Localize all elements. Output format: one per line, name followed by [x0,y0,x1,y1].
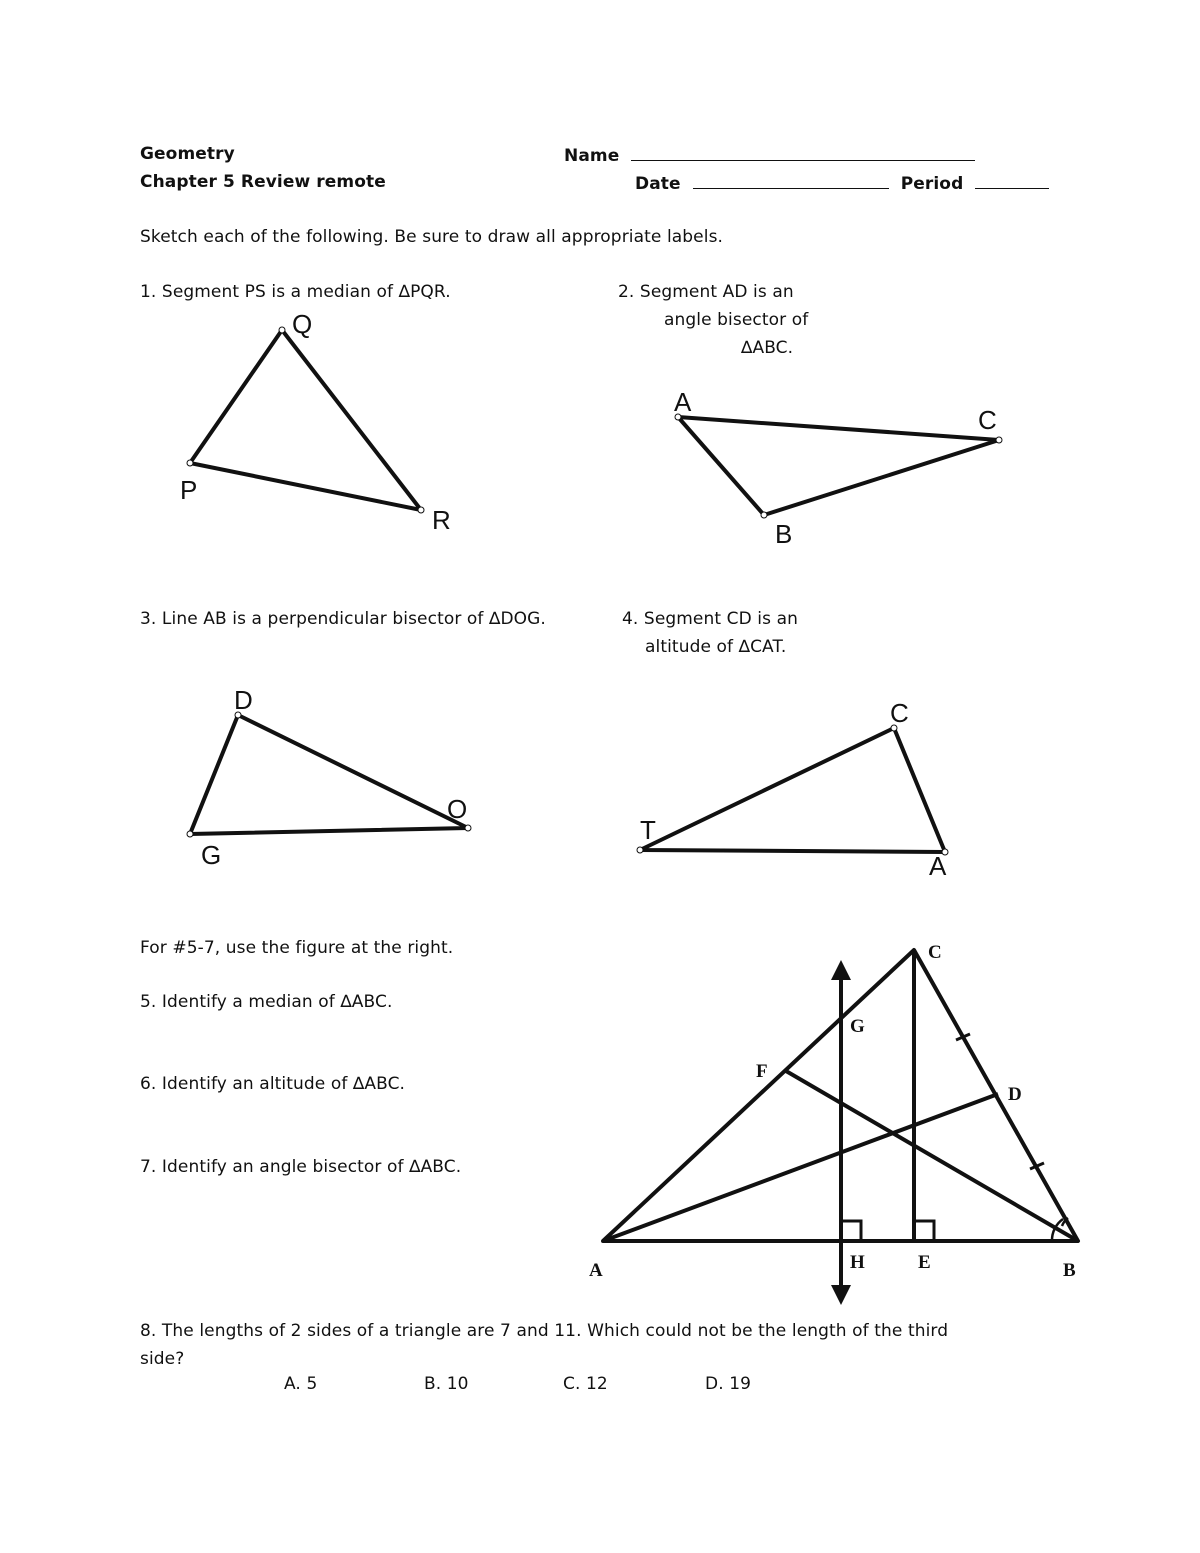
label-a: A [589,1260,603,1281]
median-ad [603,1094,998,1241]
label-o: O [447,794,468,824]
label-c: C [928,942,942,963]
right-angle-mark-e [914,1221,934,1241]
label-h: H [850,1252,865,1273]
label-a: A [929,851,947,881]
instructions: Sketch each of the following. Be sure to draw all appropriate labels. [140,227,724,247]
label-r: R [432,505,451,535]
vertex-r-dot [418,507,424,513]
vertex-t-dot [637,847,643,853]
triangle-dog-shape [190,715,468,834]
problem-2-line-2: angle bisector of [664,310,809,330]
vertex-q-dot [279,327,285,333]
name-label: Name [564,146,620,166]
choice-a[interactable]: A. 5 [284,1374,318,1394]
problem-4-line-2: altitude of ∆CAT. [645,637,787,657]
problem-3: 3. Line AB is a perpendicular bisector of ∆DOG. [140,609,546,629]
label-c: C [978,405,997,435]
label-e: E [918,1252,931,1273]
vertex-g-dot [187,831,193,837]
label-b: B [1063,1260,1076,1281]
course-title: Geometry [140,144,235,164]
problem-8-line-1: 8. The lengths of 2 sides of a triangle are 7 and 11. Which could not be the length of the third [140,1321,949,1341]
choice-c[interactable]: C. 12 [563,1374,608,1394]
label-f: F [756,1061,768,1082]
problem-6: 6. Identify an altitude of ∆ABC. [140,1074,406,1094]
label-t: T [640,815,656,845]
label-d: D [234,685,253,715]
label-a: A [674,387,692,417]
choice-b[interactable]: B. 10 [424,1374,469,1394]
label-b: B [775,519,793,549]
problem-1: 1. Segment PS is a median of ∆PQR. [140,282,451,302]
triangle-cat [637,698,948,881]
triangle-pqr-shape [190,330,421,510]
vertex-p-dot [187,460,193,466]
label-p: P [180,475,198,505]
period-label: Period [900,174,964,194]
label-g: G [201,840,222,870]
problem-4-line-1: 4. Segment CD is an [622,609,798,629]
label-c: C [890,698,909,728]
label-d: D [1008,1084,1022,1105]
chapter-title: Chapter 5 Review remote [140,172,386,192]
problem-2-line-1: 2. Segment AD is an [618,282,794,302]
triangle-cat-shape [640,728,945,852]
vertex-o-dot [465,825,471,831]
date-label: Date [635,174,681,194]
right-angle-mark-h [841,1221,861,1241]
problem-2-line-3: ∆ABC. [741,338,794,358]
triangle-dog [187,685,471,870]
triangle-pqr [180,309,451,535]
problem-5: 5. Identify a median of ∆ABC. [140,992,393,1012]
choice-d[interactable]: D. 19 [705,1374,752,1394]
triangle-abc-shape [678,417,999,515]
vertex-b-dot [761,512,767,518]
intro-5-7: For #5-7, use the figure at the right. [140,938,454,958]
problem-8-line-2: side? [140,1349,185,1369]
vertex-c-dot [996,437,1002,443]
label-g: G [850,1016,865,1037]
label-q: Q [292,309,313,339]
problem-7: 7. Identify an angle bisector of ∆ABC. [140,1157,462,1177]
big-triangle-figure [589,942,1078,1295]
triangle-abc-small [674,387,1002,549]
